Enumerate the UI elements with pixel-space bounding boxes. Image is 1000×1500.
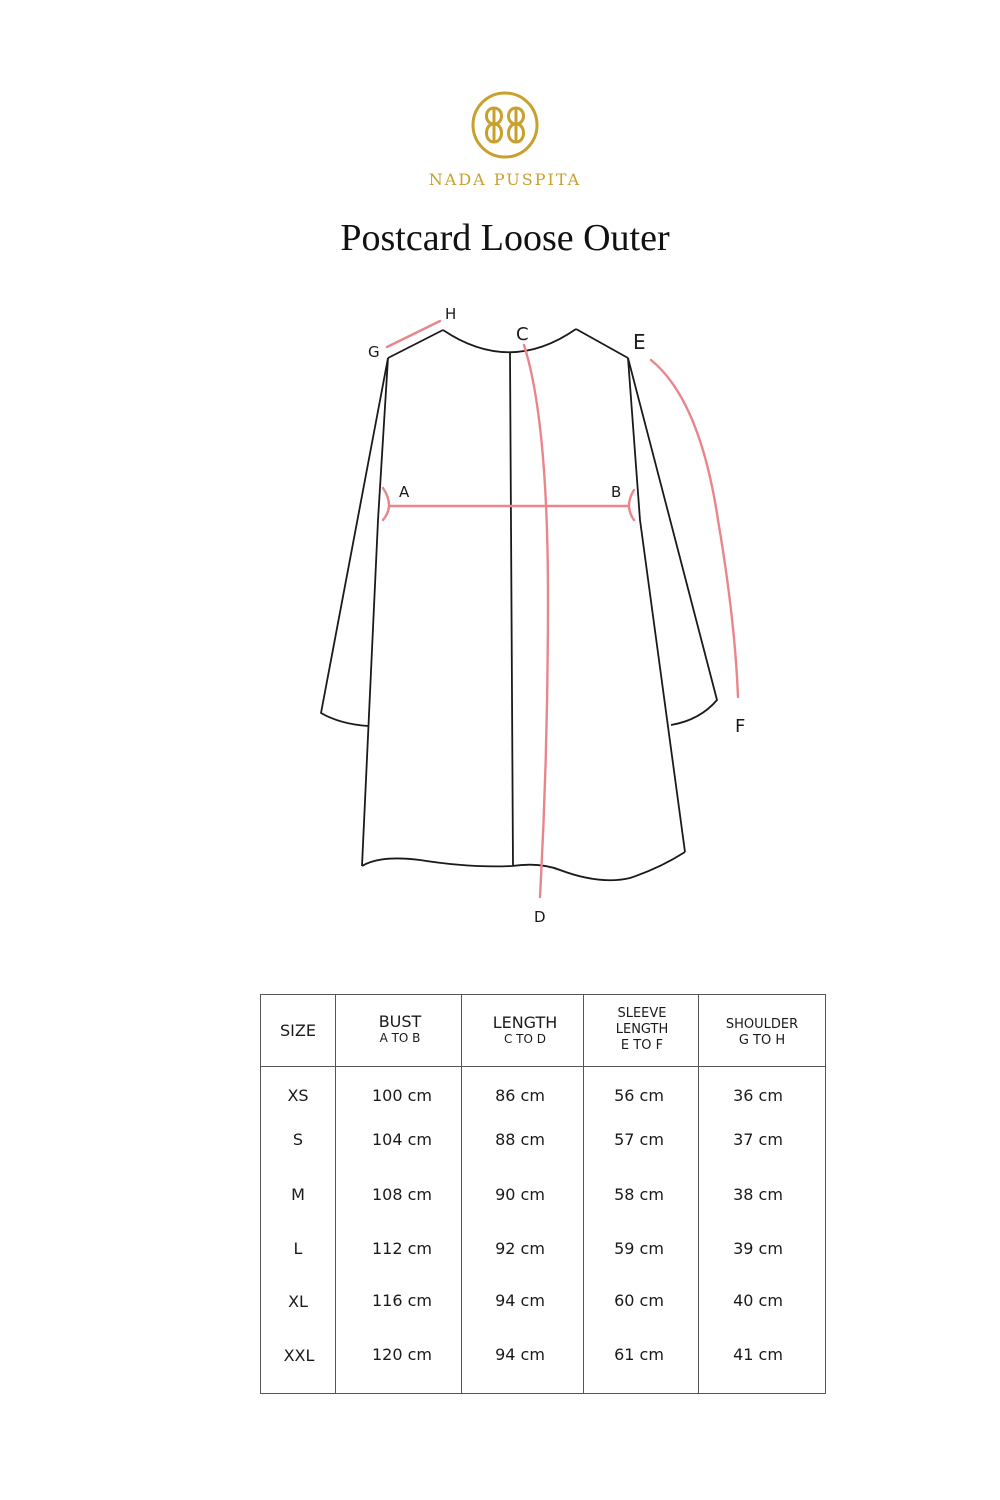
cell-sleeve-length: 58 cm: [614, 1185, 664, 1204]
cell-length: 94 cm: [495, 1291, 545, 1310]
cell-bust: 116 cm: [371, 1291, 433, 1310]
cell-bust: 112 cm: [371, 1239, 433, 1258]
cell-bust: 104 cm: [371, 1130, 433, 1149]
brand-logo: [470, 90, 540, 160]
cell-bust: 100 cm: [371, 1086, 433, 1105]
garment-diagram: [0, 290, 1000, 940]
cell-length: 86 cm: [495, 1086, 545, 1105]
cell-length: 92 cm: [495, 1239, 545, 1258]
header-bust: BUST A TO B: [378, 1012, 422, 1045]
label-f: F: [735, 716, 746, 737]
cell-size: XL: [288, 1292, 308, 1311]
cell-length: 88 cm: [495, 1130, 545, 1149]
label-d: D: [534, 908, 546, 926]
brand-name: NADA PUSPITA: [428, 170, 582, 189]
measurement-lines: [383, 321, 738, 897]
cell-shoulder: 37 cm: [733, 1130, 783, 1149]
header-size: SIZE: [280, 1021, 316, 1040]
cell-bust: 108 cm: [371, 1185, 433, 1204]
cell-sleeve-length: 60 cm: [614, 1291, 664, 1310]
header-shoulder: SHOULDER G TO H: [725, 1017, 799, 1048]
cell-shoulder: 40 cm: [733, 1291, 783, 1310]
label-g: G: [368, 343, 380, 361]
header-sleeve-length: SLEEVE LENGTH E TO F: [615, 1006, 669, 1053]
cell-shoulder: 36 cm: [733, 1086, 783, 1105]
cell-sleeve-length: 61 cm: [614, 1345, 664, 1364]
cell-shoulder: 39 cm: [733, 1239, 783, 1258]
cell-size: M: [291, 1185, 305, 1204]
cell-sleeve-length: 56 cm: [614, 1086, 664, 1105]
header-length: LENGTH C TO D: [492, 1013, 558, 1046]
cell-size: XXL: [283, 1346, 315, 1365]
label-a: A: [399, 483, 410, 501]
cell-sleeve-length: 59 cm: [614, 1239, 664, 1258]
cell-size: XS: [287, 1086, 309, 1105]
cell-length: 90 cm: [495, 1185, 545, 1204]
label-e: E: [633, 330, 646, 354]
cell-shoulder: 38 cm: [733, 1185, 783, 1204]
cell-length: 94 cm: [495, 1345, 545, 1364]
size-chart-table: [260, 994, 826, 1394]
cell-size: S: [292, 1130, 304, 1149]
garment-outline: [321, 329, 717, 880]
label-b: B: [611, 483, 622, 501]
label-h: H: [445, 305, 457, 323]
cell-bust: 120 cm: [371, 1345, 433, 1364]
cell-size: L: [293, 1239, 303, 1258]
label-c: C: [516, 324, 529, 345]
cell-sleeve-length: 57 cm: [614, 1130, 664, 1149]
cell-shoulder: 41 cm: [733, 1345, 783, 1364]
page-title: Postcard Loose Outer: [340, 217, 670, 259]
